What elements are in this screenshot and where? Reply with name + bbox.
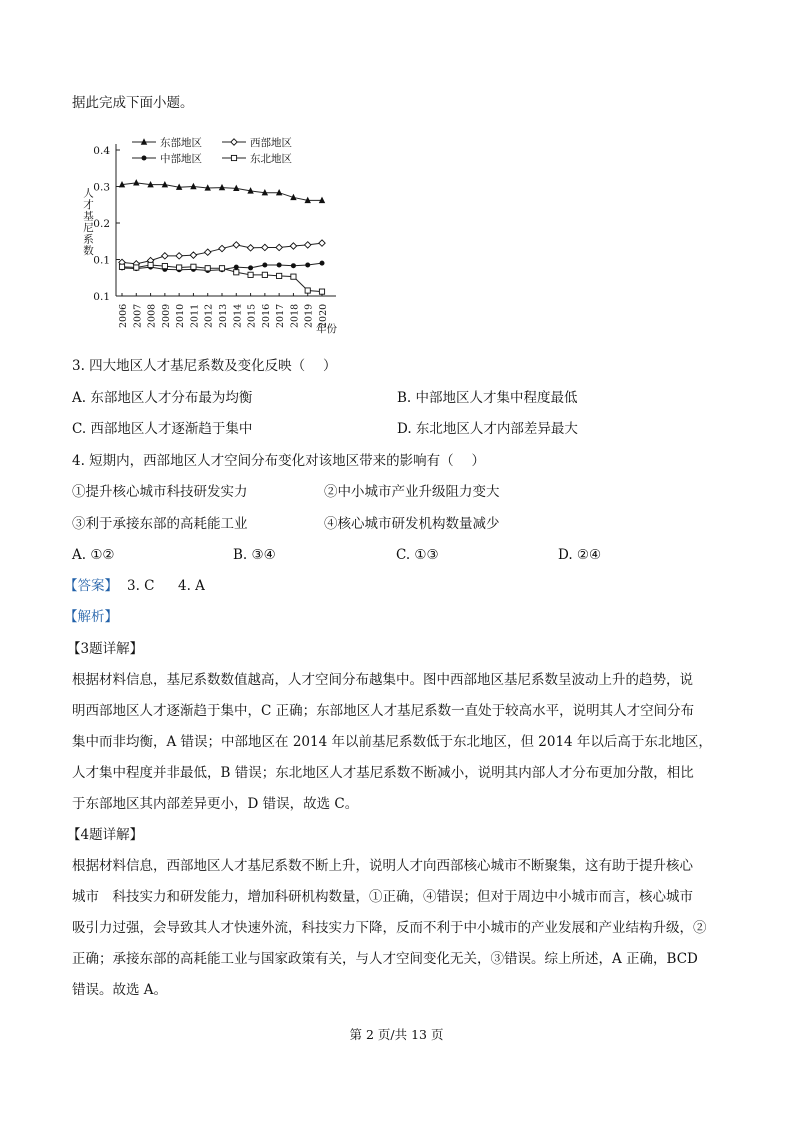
data-point-square	[119, 264, 124, 269]
data-point-diamond	[219, 245, 225, 251]
data-point-circle	[320, 261, 325, 266]
data-point-square	[305, 288, 310, 293]
data-point-square	[248, 272, 253, 277]
data-point-triangle	[133, 179, 139, 185]
q4-option-c: C. ①③	[396, 547, 439, 563]
data-point-square	[291, 274, 296, 279]
data-point-square	[219, 266, 224, 271]
detail-4-line: 城市 科技实力和研发能力，增加科研机构数量，①正确，④错误；但对于周边中小城市而言，核心城市	[72, 889, 693, 905]
y-tick-label: 0.4	[93, 145, 110, 157]
intro-text: 据此完成下面小题。	[72, 95, 194, 111]
x-axis-label: 年份	[316, 323, 337, 335]
data-point-square	[234, 270, 239, 275]
x-tick-label: 2012	[203, 303, 215, 328]
page-footer: 第 2 页/共 13 页	[349, 1027, 444, 1042]
x-tick-label: 2008	[146, 303, 158, 328]
detail-3-body	[72, 670, 722, 825]
data-point-square	[177, 265, 182, 270]
analysis-label: 【解析】	[64, 609, 118, 625]
x-tick-label: 2017	[275, 303, 287, 328]
y-tick-label: 0.1	[93, 291, 110, 303]
y-tick-label: 0.1	[93, 254, 110, 267]
q4-item-3: ③利于承接东部的高耗能工业	[72, 516, 248, 532]
x-tick-label: 2019	[303, 303, 315, 328]
detail-4-line: 根据材料信息，西部地区人才基尼系数不断上升，说明人才向西部核心城市不断聚集，这有助于提升核心	[72, 858, 693, 874]
legend-label: 东部地区	[160, 137, 202, 149]
data-point-square	[262, 272, 267, 277]
data-point-square	[162, 263, 167, 268]
data-point-diamond	[162, 253, 168, 259]
detail-4-line: 错误。故选 A。	[72, 982, 168, 998]
q4-item-4: ④核心城市研发机构数量减少	[324, 516, 500, 532]
data-point-triangle	[319, 197, 325, 203]
data-point-diamond	[205, 249, 211, 255]
y-tick-label: 0.3	[93, 181, 110, 194]
q3-option-a: A. 东部地区人才分布最为均衡	[72, 390, 253, 406]
data-point-square	[148, 262, 153, 267]
data-point-diamond	[276, 244, 282, 250]
q3-option-c: C. 西部地区人才逐渐趋于集中	[72, 421, 253, 437]
data-point-circle	[142, 156, 147, 161]
data-point-diamond	[231, 139, 237, 145]
data-point-diamond	[190, 252, 196, 258]
q3-stem: 3. 四大地区人才基尼系数及变化反映（ ）	[72, 358, 337, 374]
x-tick-label: 2014	[232, 303, 244, 328]
data-point-circle	[305, 262, 310, 267]
data-point-diamond	[176, 253, 182, 259]
data-point-diamond	[233, 242, 239, 248]
x-tick-label: 2007	[132, 303, 144, 328]
detail-3-line: 人才集中程度并非最低，B 错误；东北地区人才基尼系数不断减小，说明其内部人才分布更加分散，相比	[72, 765, 694, 781]
q4-stem: 4. 短期内，西部地区人才空间分布变化对该地区带来的影响有（ ）	[72, 453, 485, 469]
data-point-square	[134, 265, 139, 270]
data-point-square	[277, 273, 282, 278]
q4-option-a: A. ①②	[72, 547, 115, 563]
data-point-diamond	[247, 245, 253, 251]
legend-label: 东北地区	[250, 153, 292, 165]
legend-label: 中部地区	[160, 153, 202, 165]
answer-q4: 4. A	[178, 578, 205, 594]
detail-3-line: 集中而非均衡，A 错误；中部地区在 2014 年以前基尼系数低于东北地区，但 2014 年以后高于东北地区，	[72, 734, 712, 750]
detail-3-line: 于东部地区其内部差异更小，D 错误，故选 C。	[72, 796, 359, 812]
data-point-diamond	[305, 242, 311, 248]
detail-4-line: 吸引力过强，会导致其人才快速外流，科技实力下降，反而不利于中小城市的产业发展和产业结构升级，②	[72, 920, 707, 936]
data-point-square	[205, 266, 210, 271]
data-point-circle	[262, 262, 267, 267]
q4-option-b: B. ③④	[233, 547, 276, 563]
detail-4-title: 【4题详解】	[67, 827, 144, 843]
chart-plot	[119, 179, 325, 294]
detail-3-line: 明西部地区人才逐渐趋于集中，C 正确；东部地区人才基尼系数一直处于较高水平，说明其人才空间分布	[72, 703, 695, 719]
x-tick-label: 2009	[160, 303, 172, 328]
data-point-triangle	[190, 183, 196, 189]
data-point-triangle	[219, 184, 225, 190]
x-tick-label: 2016	[260, 303, 272, 328]
detail-4-body	[72, 856, 722, 1011]
y-tick-label: 0.2	[93, 218, 110, 230]
y-axis-label: 人才基尼系数	[82, 187, 94, 257]
x-tick-label: 2013	[218, 303, 229, 328]
data-point-circle	[248, 265, 253, 270]
data-point-circle	[234, 265, 239, 270]
x-tick-label: 2018	[289, 303, 301, 328]
data-point-square	[319, 289, 324, 294]
x-tick-label: 2010	[175, 303, 187, 328]
q3-option-d: D. 东北地区人才内部差异最大	[397, 421, 578, 437]
q4-item-1: ①提升核心城市科技研发实力	[72, 484, 248, 500]
data-point-diamond	[290, 243, 296, 249]
q3-option-b: B. 中部地区人才集中程度最低	[397, 390, 578, 406]
chart-axes	[82, 144, 337, 335]
answer-label: 【答案】	[64, 578, 118, 594]
chart-legend	[132, 136, 292, 165]
answer-q3: 3. C	[127, 578, 155, 594]
data-point-square	[231, 155, 236, 160]
x-tick-label: 2015	[246, 303, 258, 328]
x-tick-label: 2011	[189, 303, 201, 328]
data-point-square	[191, 264, 196, 269]
q4-option-d: D. ②④	[558, 547, 602, 563]
data-point-diamond	[319, 240, 325, 246]
q4-item-2: ②中小城市产业升级阻力变大	[324, 484, 500, 500]
data-point-circle	[291, 263, 296, 268]
detail-3-title: 【3题详解】	[67, 641, 144, 657]
detail-3-line: 根据材料信息，基尼系数数值越高，人才空间分布越集中。图中西部地区基尼系数呈波动上升的趋势，说	[72, 672, 693, 688]
data-point-circle	[277, 262, 282, 267]
detail-4-line: 正确；承接东部的高耗能工业与国家政策有关，与人才空间变化无关，③错误。综上所述，A 正确，BCD	[72, 951, 698, 967]
gini-line-chart	[70, 130, 360, 340]
x-tick-label: 2006	[118, 303, 129, 328]
x-tick-label: 2020	[318, 303, 329, 328]
legend-label: 西部地区	[250, 137, 292, 149]
data-point-diamond	[262, 244, 268, 250]
